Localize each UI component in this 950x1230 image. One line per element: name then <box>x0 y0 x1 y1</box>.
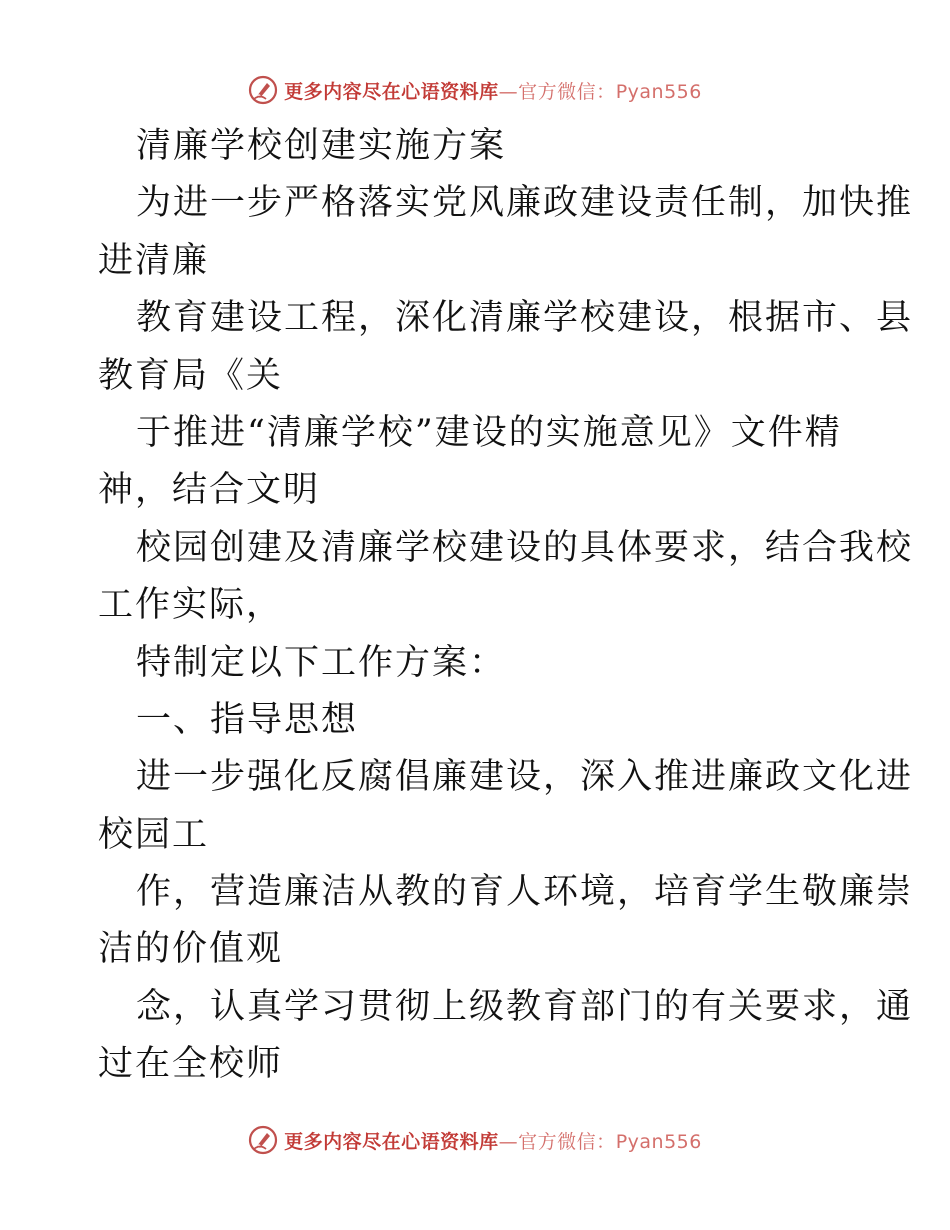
footer-watermark <box>0 1120 950 1160</box>
paragraph-line: 念，认真学习贯彻上级教育部门的有关要求，通 <box>136 986 914 1027</box>
watermark-separator: — <box>498 80 519 103</box>
watermark-separator: — <box>498 1130 519 1153</box>
paragraph-line: 为进一步严格落实党风廉政建设责任制，加快推 <box>136 183 914 224</box>
paragraph-line: 洁的价值观 <box>98 929 284 970</box>
paragraph-line: 进一步强化反腐倡廉建设，深入推进廉政文化进 <box>136 757 914 798</box>
watermark-text <box>284 1127 702 1154</box>
watermark-wechat-label: 官方微信： <box>518 80 616 103</box>
paragraph-line: 特制定以下工作方案： <box>136 642 507 683</box>
watermark-text <box>284 77 702 104</box>
watermark-main-text: 更多内容尽在心语资料库 <box>284 1130 499 1153</box>
watermark-group <box>248 1125 702 1155</box>
paragraph-line: 校园创建及清廉学校建设的具体要求，结合我校 <box>136 527 914 568</box>
document-title: 清廉学校创建实施方案 <box>136 126 507 166</box>
paragraph-line: 校园工 <box>98 814 210 855</box>
paragraph-line: 作，营造廉洁从教的育人环境，培育学生敬廉崇 <box>136 872 914 913</box>
paragraph-line: 过在全校师 <box>98 1044 284 1085</box>
watermark-wechat-id: Pyan556 <box>615 1130 702 1153</box>
paragraph-line: 教育局《关 <box>98 355 284 396</box>
paragraph-line: 于推进“清廉学校”建设的实施意见》文件精 <box>136 412 842 453</box>
paragraph-line: 工作实际， <box>98 585 284 626</box>
section-heading: 一、指导思想 <box>136 699 359 740</box>
paragraph-line: 进清廉 <box>98 240 210 281</box>
pen-nib-logo-icon <box>248 75 278 105</box>
watermark-group <box>248 75 702 105</box>
watermark-wechat-id: Pyan556 <box>615 80 702 103</box>
header-watermark <box>0 70 950 110</box>
pen-nib-logo-icon <box>248 1125 278 1155</box>
document-body <box>98 118 914 1094</box>
watermark-wechat-label: 官方微信： <box>518 1130 616 1153</box>
watermark-main-text: 更多内容尽在心语资料库 <box>284 80 499 103</box>
paragraph-line: 教育建设工程，深化清廉学校建设，根据市、县 <box>136 298 914 339</box>
paragraph-line: 神，结合文明 <box>98 470 321 511</box>
